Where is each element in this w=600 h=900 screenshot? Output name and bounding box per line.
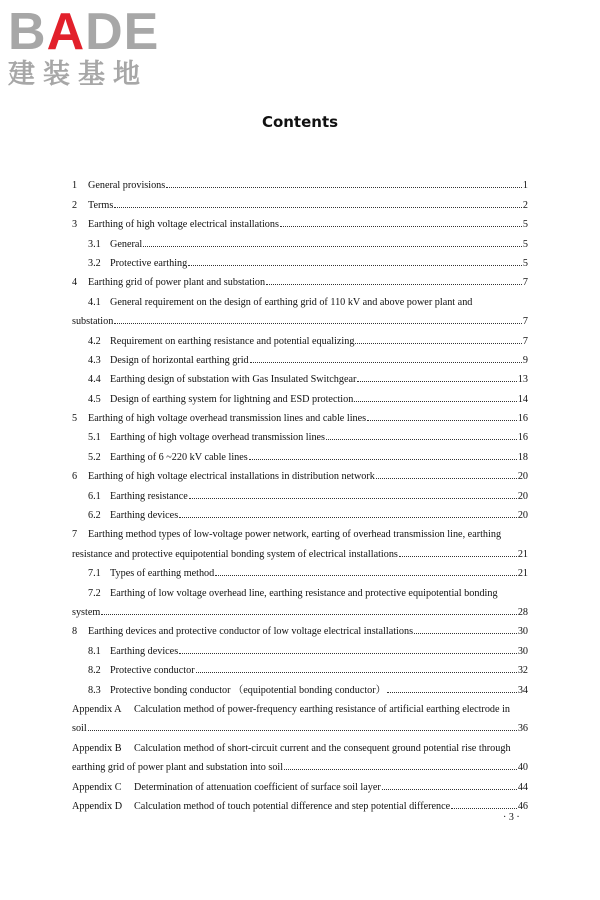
toc-entry[interactable] [72,172,528,191]
toc-entry[interactable] [72,599,528,618]
toc-entry-page: 30 [517,645,528,657]
toc-leader-dots [451,808,517,809]
toc-entry-label: Protective bonding conductor （equipotential bonding conductor） [110,684,386,696]
toc-entry-page: 30 [517,626,528,638]
toc-entry-label: system [72,606,101,618]
toc-entry-number: 8.3 [88,684,101,696]
toc-leader-dots [326,439,517,440]
toc-entry-page: 16 [517,432,528,444]
toc-entry[interactable] [72,191,528,210]
toc-entry[interactable] [72,463,528,482]
toc-entry-label: Earthing devices [110,510,179,522]
toc-entry-page: 16 [517,413,528,425]
toc-entry-number: 5.1 [88,432,101,444]
toc-entry-label: General provisions [88,180,166,192]
logo-letter-b: B [8,3,47,61]
toc-entry-number: 1 [72,180,78,192]
toc-leader-dots [101,614,517,615]
toc-entry-page: 5 [522,238,528,250]
toc-entry-page: 18 [517,451,528,463]
toc-entry-label: Earthing devices and protective conductor of low voltage electrical installations [88,626,414,638]
toc-leader-dots [215,575,517,576]
toc-entry[interactable] [72,502,528,521]
toc-entry[interactable] [72,540,528,559]
toc-leader-dots [188,265,522,266]
toc-entry-number: 3.2 [88,257,101,269]
toc-entry-number: 7.1 [88,568,101,580]
toc-entry[interactable] [72,250,528,269]
toc-entry-number: Appendix B [72,742,122,754]
toc-entry-number: 7.2 [88,587,101,599]
toc-entry-label: substation [72,316,114,328]
toc-entry[interactable] [72,637,528,656]
toc-entry[interactable] [72,521,528,540]
toc-entry-page: 20 [517,490,528,502]
toc-entry-label: Calculation method of power-frequency earthing resistance of artificial earthing electrode in [134,703,511,715]
toc-entry-label: Design of horizontal earthing grid [110,354,249,366]
toc-entry-page: 44 [517,781,528,793]
toc-leader-dots [280,226,522,227]
toc-entry[interactable] [72,773,528,792]
toc-entry-label: soil [72,723,87,735]
toc-entry-label: Terms [88,199,114,211]
toc-entry-page: 21 [517,568,528,580]
toc-entry[interactable] [72,405,528,424]
toc-entry[interactable] [72,676,528,695]
toc-entry-number: 6.1 [88,490,101,502]
toc-leader-dots [367,420,517,421]
toc-entry-number: 4.5 [88,393,101,405]
toc-entry-label: Calculation method of short-circuit current and the consequent ground potential rise through [134,742,511,754]
toc-entry-number: Appendix C [72,781,122,793]
toc-leader-dots [355,343,521,344]
toc-entry-page: 2 [522,199,528,211]
toc-leader-dots [196,672,517,673]
toc-entry-label: Earthing devices [110,645,179,657]
toc-entry-label: Earthing of low voltage overhead line, earthing resistance and protective equipotential bonding [110,587,498,599]
toc-leader-dots [88,730,517,731]
toc-entry-page: 7 [522,335,528,347]
logo-chinese-name: 建装基地 [8,59,148,90]
toc-leader-dots [357,381,516,382]
toc-entry[interactable] [72,579,528,598]
toc-entry-label: Earthing grid of power plant and substation [88,277,266,289]
toc-leader-dots [114,207,522,208]
toc-entry[interactable] [72,696,528,715]
toc-leader-dots [143,246,522,247]
toc-leader-dots [179,653,517,654]
toc-entry-number: 8.2 [88,665,101,677]
toc-entry-number: 8.1 [88,645,101,657]
toc-entry-number: 4 [72,277,78,289]
toc-entry-label: Requirement on earthing resistance and potential equalizing [110,335,355,347]
toc-entry-label: Protective conductor [110,665,195,677]
toc-entry-label: Earthing resistance [110,490,188,502]
toc-entry[interactable] [72,327,528,346]
toc-entry-label: Earthing of high voltage overhead transmission lines [110,432,326,444]
toc-entry-page: 20 [517,510,528,522]
toc-entry-number: Appendix A [72,703,122,715]
page-number: · 3 · [503,812,520,823]
toc-leader-dots [250,362,522,363]
toc-leader-dots [399,556,517,557]
toc-entry-number: 4.2 [88,335,101,347]
toc-entry-label: Types of earthing method [110,568,215,580]
toc-entry-page: 28 [517,606,528,618]
toc-entry-label: General requirement on the design of earthing grid of 110 kV and above power plant and [110,296,473,308]
toc-entry-page: 5 [522,257,528,269]
toc-entry[interactable] [72,347,528,366]
toc-leader-dots [266,284,522,285]
toc-entry-number: 5.2 [88,451,101,463]
toc-entry-page: 20 [517,471,528,483]
toc-entry-label: General [110,238,143,250]
toc-entry[interactable] [72,211,528,230]
toc-entry-number: 3.1 [88,238,101,250]
toc-entry-label: Earthing of 6 ~220 kV cable lines [110,451,248,463]
toc-entry-label: resistance and protective equipotential bonding system of electrical installations [72,548,398,560]
toc-entry-page: 7 [522,277,528,289]
toc-entry[interactable] [72,754,528,773]
toc-leader-dots [376,478,517,479]
toc-entry-number: 2 [72,199,78,211]
toc-entry[interactable] [72,366,528,385]
toc-entry-number: 6 [72,471,78,483]
toc-entry-number: Appendix D [72,800,123,812]
toc-entry[interactable] [72,308,528,327]
toc-entry-number: 7 [72,529,78,541]
toc-entry[interactable] [72,715,528,734]
toc-entry[interactable] [72,618,528,637]
toc-entry-number: 4.4 [88,374,101,386]
toc-leader-dots [179,517,517,518]
toc-entry-page: 5 [522,219,528,231]
toc-entry-number: 6.2 [88,510,101,522]
toc-entry-page: 1 [522,180,528,192]
toc-entry-label: Earthing of high voltage overhead transmission lines and cable lines [88,413,367,425]
toc-leader-dots [284,769,517,770]
toc-entry-label: Earthing of high voltage electrical installations [88,219,279,231]
toc-entry-page: 40 [517,762,528,774]
toc-entry[interactable] [72,424,528,443]
logo-brand-name [8,3,178,61]
toc-entry-page: 14 [517,393,528,405]
toc-entry[interactable] [72,443,528,462]
toc-leader-dots [382,789,517,790]
toc-entry[interactable] [72,230,528,249]
toc-entry[interactable] [72,482,528,501]
toc-entry-page: 13 [517,374,528,386]
page-title: Contents [261,113,339,131]
toc-entry-page: 21 [517,548,528,560]
toc-entry-number: 5 [72,413,78,425]
toc-entry-number: 8 [72,626,78,638]
bade-logo [8,3,178,90]
toc-entry-label: Calculation method of touch potential difference and step potential difference [134,800,451,812]
toc-entry[interactable] [72,560,528,579]
toc-entry[interactable] [72,269,528,288]
toc-entry-number: 3 [72,219,78,231]
toc-leader-dots [387,692,517,693]
logo-letter-a: A [46,3,86,61]
toc-entry-page: 36 [517,723,528,735]
toc-entry[interactable] [72,385,528,404]
toc-entry[interactable] [72,793,528,812]
logo-letters-de: DE [85,3,160,61]
toc-leader-dots [414,633,517,634]
toc-leader-dots [189,498,517,499]
toc-entry-page: 32 [517,665,528,677]
toc-entry[interactable] [72,657,528,676]
toc-entry-number: 4.3 [88,354,101,366]
toc-entry-number: 4.1 [88,296,101,308]
toc-entry-page: 46 [517,800,528,812]
toc-leader-dots [249,459,517,460]
toc-entry-page: 7 [522,316,528,328]
toc-leader-dots [354,401,516,402]
toc-entry-label: Design of earthing system for lightning and ESD protection [110,393,354,405]
toc-entry-label: Earthing design of substation with Gas Insulated Switchgear [110,374,357,386]
toc-entry-page: 34 [517,684,528,696]
toc-entry-label: Determination of attenuation coefficient of surface soil layer [134,781,381,793]
toc-entry-label: earthing grid of power plant and substation into soil [72,762,284,774]
toc-entry-label: Protective earthing [110,257,188,269]
toc-entry-label: Earthing of high voltage electrical installations in distribution network [88,471,375,483]
toc-entry[interactable] [72,734,528,753]
toc-leader-dots [114,323,522,324]
toc-leader-dots [166,187,522,188]
toc-entry-page: 9 [522,354,528,366]
table-of-contents [72,172,528,812]
toc-entry-label: Earthing method types of low-voltage power network, earting of overhead transmission line, earthing [88,529,502,541]
toc-entry[interactable] [72,288,528,307]
